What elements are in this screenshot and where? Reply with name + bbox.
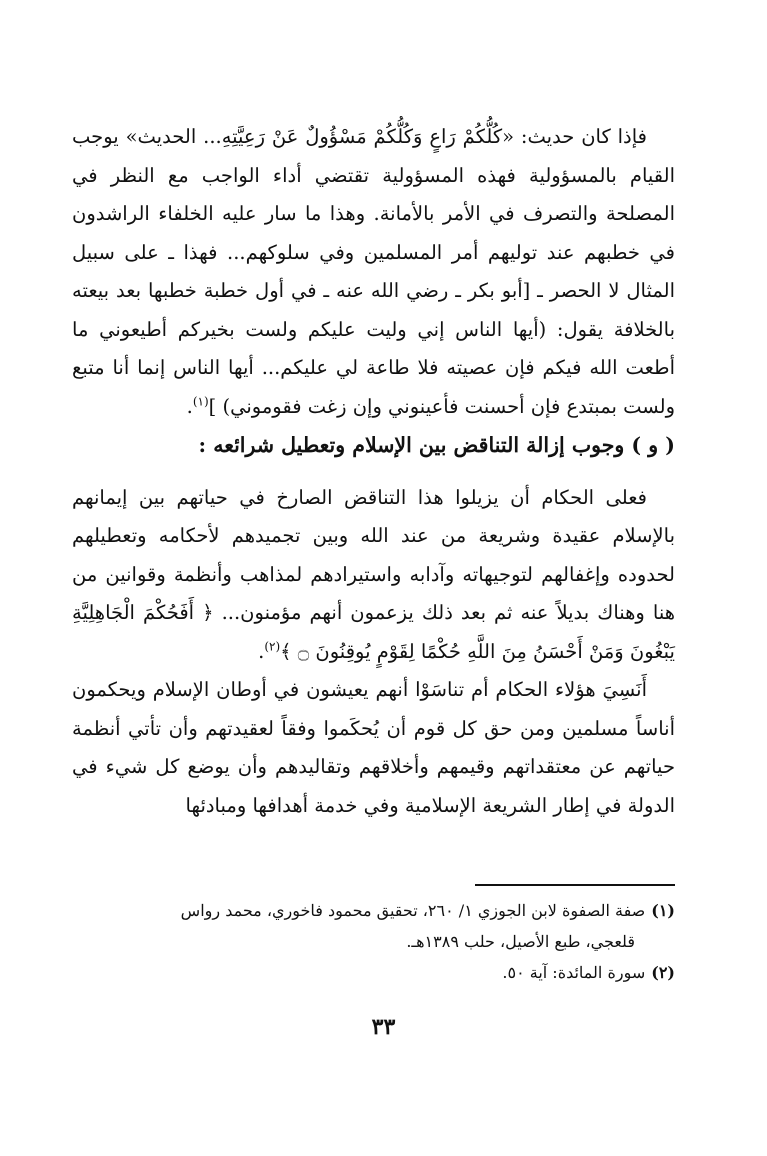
paragraph-caliphate-text: فإذا كان حديث: «كُلُّكُمْ رَاعٍ وَكُلُّكُمْ مَسْؤُولٌ عَنْ رَعِيَّتِهِ... الحديث» يوجب القيام بالمسؤولية فهذه المسؤولية تقتضي أداء الواجب مع النظر في المصلحة والتصرف في الأمر بالأمانة. وهذا ما سار عليه الخلفاء الراشدون في خطبهم عند توليهم أمر المسلمين وفي سلوكهم... فهذا ـ على سبيل المثال لا الحصر ـ [أبو بكر ـ رضي الله عنه ـ في أول خطبة خطبها بعد بيعته بالخلافة يقول: (أيها الناس إني وليت عليكم ولست بخيركم أطيعوني ما أطعت الله فيكم فإن عصيته فلا طاعة لي عليكم... أيها الناس إنما أنا متبع ولست بمبتدع فإن أحسنت فأعينوني وإن زغت فقوموني) ] xyxy=(72,125,675,418)
paragraph-contradiction xyxy=(72,479,675,672)
section-heading: ( و ) وجوب إزالة التناقض بين الإسلام وتعطيل شرائعه : xyxy=(198,433,675,457)
paragraph-rulers: أَنَسِيَ هؤلاء الحكام أم تناسَوْا أنهم يعيشون في أوطان الإسلام ويحكمون أناساً مسلمين ومن حق كل قوم أن يُحكَموا وفقاً لعقيدتهم وأن تأتي أنظمة حياتهم عن معتقداتهم وقيمهم وأخلاقهم وتقاليدهم وأن يوضع كل شيء في الدولة في إطار الشريعة الإسلامية وفي خدمة أهدافها ومبادئها xyxy=(72,678,675,817)
footnote-ref-2: (٢) xyxy=(264,639,281,653)
main-text xyxy=(72,118,675,825)
footnote-2-number: (٢) xyxy=(651,963,675,982)
footnote-ref-1: (١) xyxy=(192,394,209,408)
paragraph-caliphate xyxy=(72,118,675,426)
footnotes xyxy=(72,895,675,988)
footnote-1-number: (١) xyxy=(651,901,675,920)
footnote-2-text: سورة المائدة: آية ٥٠. xyxy=(502,963,646,982)
footnote-1-continuation: قلعجي، طبع الأصيل، حلب ١٣٨٩هـ. xyxy=(406,932,635,951)
footnote-1 xyxy=(72,895,675,926)
footnote-1-text: صفة الصفوة لابن الجوزي ١/ ٢٦٠، تحقيق محمود فاخوري، محمد رواس xyxy=(180,901,646,920)
footnote-separator xyxy=(475,884,675,886)
paragraph-end-mark: . xyxy=(186,394,193,418)
footnote-2 xyxy=(72,957,675,988)
page-number: ٣٣ xyxy=(371,1014,396,1040)
paragraph-end-mark: . xyxy=(258,639,265,663)
paragraph-contradiction-text: فعلى الحكام أن يزيلوا هذا التناقض الصارخ في حياتهم بين إيمانهم بالإسلام عقيدة وشريعة من عند الله وبين تجميدهم لأحكامه وتعطيلهم لحدوده وإغفالهم لتوجيهاته وآدابه واستيرادهم لمذاهب وأنظمة وقوانين من هنا وهناك بديلاً عنه ثم بعد ذلك يزعمون أنهم مؤمنون... ﴿ أَفَحُكْمَ الْجَاهِلِيَّةِ يَبْغُونَ وَمَنْ أَحْسَنُ مِنَ اللَّهِ حُكْمًا لِقَوْمٍ يُوقِنُونَ ۝ ﴾ xyxy=(72,485,675,663)
